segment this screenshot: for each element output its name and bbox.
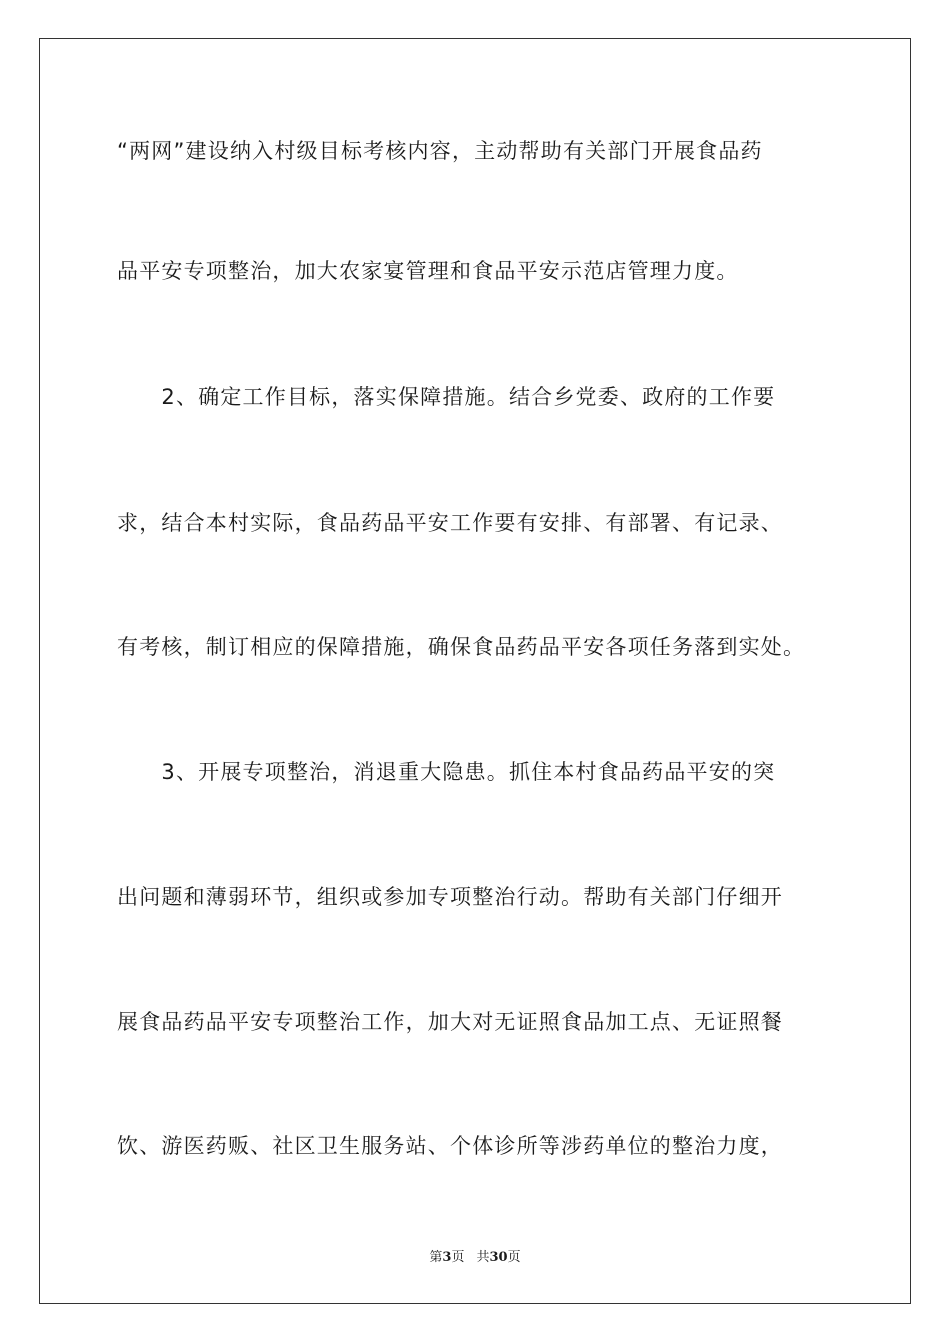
text-line-6: 3、开展专项整治，消退重大隐患。抓住本村食品药品平安的突 xyxy=(117,760,776,784)
text-line-4: 求，结合本村实际，食品药品平安工作要有安排、有部署、有记录、 xyxy=(117,511,783,535)
text-line-9: 饮、游医药贩、社区卫生服务站、个体诊所等涉药单位的整治力度， xyxy=(117,1134,783,1158)
page-prefix: 第 xyxy=(429,1250,443,1265)
page-border xyxy=(39,38,911,1304)
page-footer xyxy=(0,1246,950,1265)
text-line-7: 出问题和薄弱环节，组织或参加专项整治行动。帮助有关部门仔细开 xyxy=(117,885,783,909)
text-line-1: “两网”建设纳入村级目标考核内容，主动帮助有关部门开展食品药 xyxy=(117,139,763,163)
total-suffix: 页 xyxy=(507,1250,521,1265)
page-number: 3 xyxy=(442,1250,452,1265)
text-line-5: 有考核，制订相应的保障措施，确保食品药品平安各项任务落到实处。 xyxy=(117,635,806,659)
total-pages: 30 xyxy=(489,1250,508,1265)
text-line-8: 展食品药品平安专项整治工作，加大对无证照食品加工点、无证照餐 xyxy=(117,1010,783,1034)
text-line-2: 品平安专项整治，加大农家宴管理和食品平安示范店管理力度。 xyxy=(117,259,739,283)
text-line-3: 2、确定工作目标，落实保障措施。结合乡党委、政府的工作要 xyxy=(117,385,776,409)
total-prefix: 共 xyxy=(476,1250,490,1265)
page-suffix: 页 xyxy=(451,1250,465,1265)
